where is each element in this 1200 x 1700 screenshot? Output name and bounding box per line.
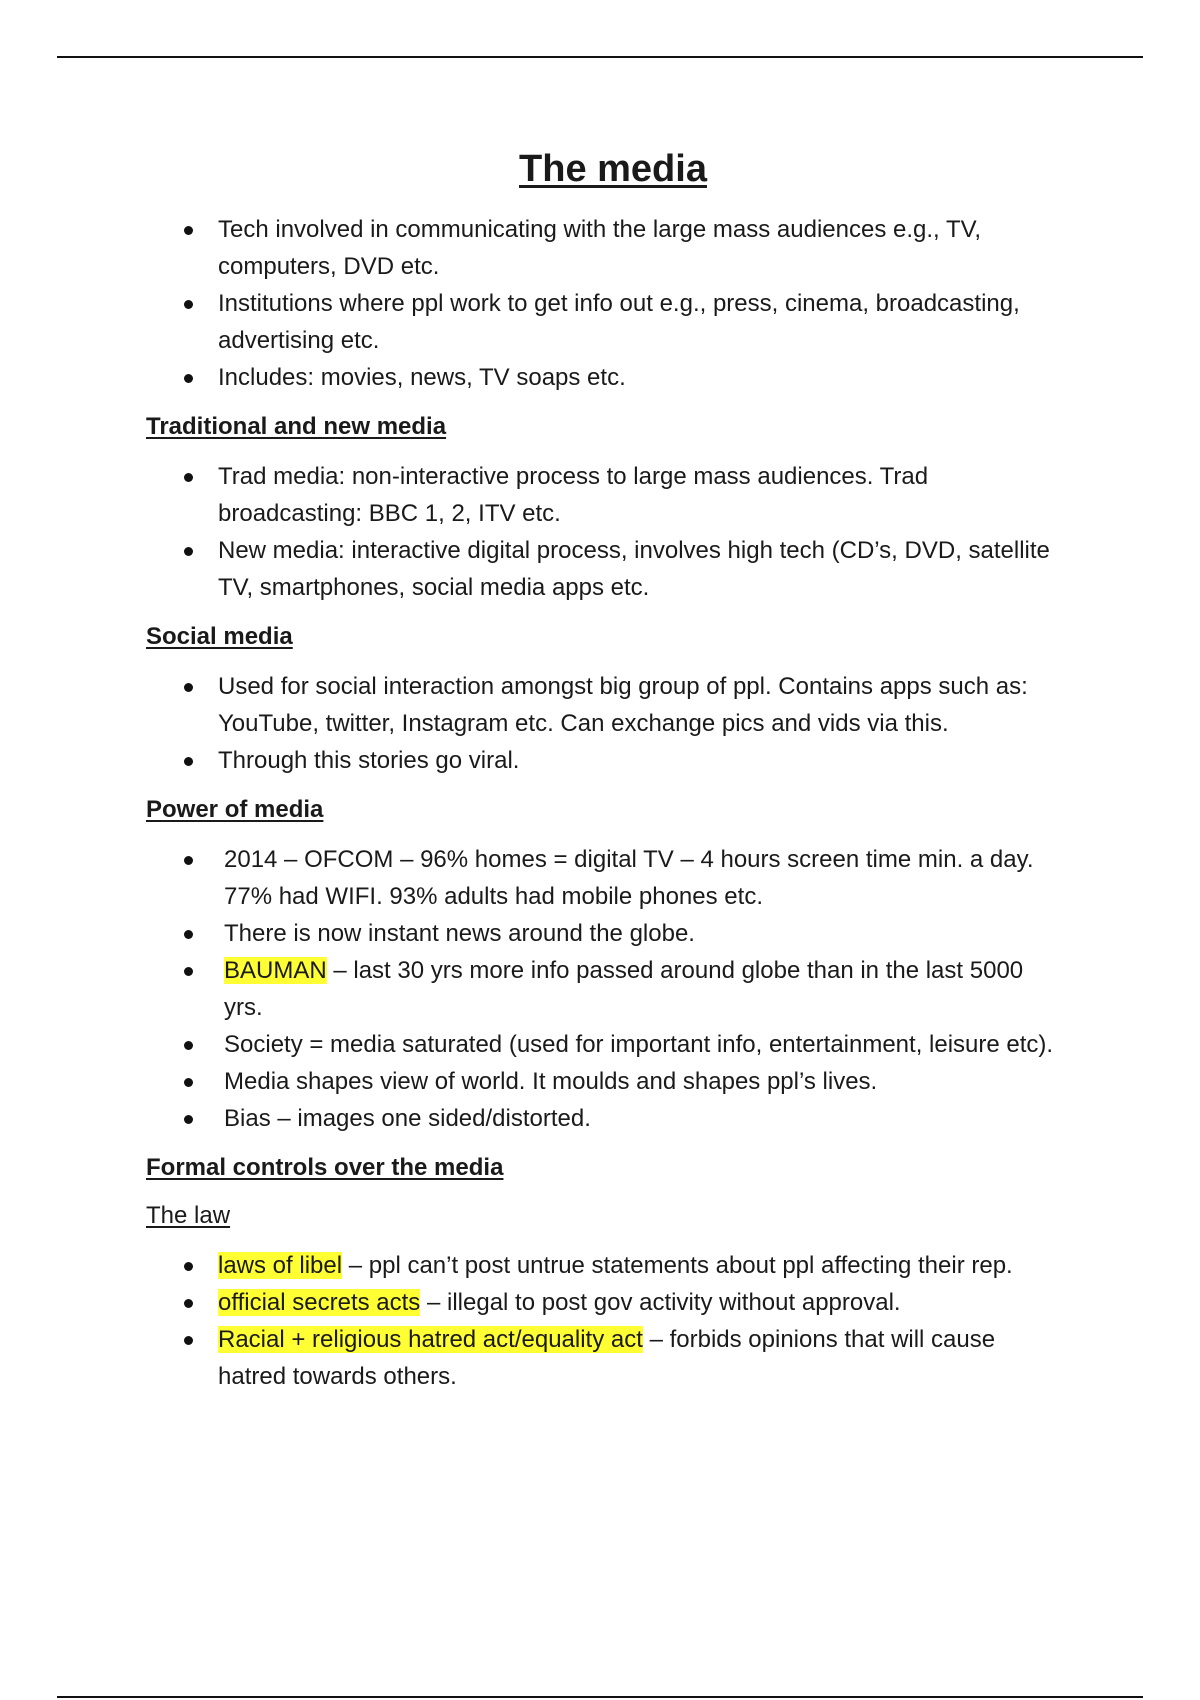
list-item: Media shapes view of world. It moulds and shapes ppl’s lives.: [146, 1063, 1066, 1100]
bullet-icon: [184, 1299, 193, 1308]
bottom-rule: [57, 1696, 1143, 1698]
list-item: official secrets acts – illegal to post gov activity without approval.: [146, 1284, 1066, 1321]
bullet-icon: [184, 757, 193, 766]
list-item: Racial + religious hatred act/equality act – forbids opinions that will cause hatred towards others.: [146, 1321, 1066, 1395]
social-list: [146, 668, 1066, 779]
section-heading-social: Social media: [146, 623, 293, 650]
bullet-icon: [184, 1078, 193, 1087]
bullet-icon: [184, 226, 193, 235]
bullet-icon: [184, 473, 193, 482]
list-item: Trad media: non-interactive process to large mass audiences. Trad broadcasting: BBC 1, 2, ITV etc.: [146, 458, 1066, 532]
list-item: Includes: movies, news, TV soaps etc.: [146, 359, 1066, 396]
list-item: Society = media saturated (used for important info, entertainment, leisure etc).: [146, 1026, 1066, 1063]
list-item: Institutions where ppl work to get info out e.g., press, cinema, broadcasting, advertising etc.: [146, 285, 1066, 359]
list-item: 2014 – OFCOM – 96% homes = digital TV – 4 hours screen time min. a day. 77% had WIFI. 93% adults had mobile phones etc.: [146, 841, 1066, 915]
bullet-icon: [184, 1115, 193, 1124]
bullet-icon: [184, 547, 193, 556]
law-list: [146, 1247, 1066, 1395]
bullet-icon: [184, 856, 193, 865]
section-heading-power: Power of media: [146, 796, 324, 823]
list-item: New media: interactive digital process, involves high tech (CD’s, DVD, satellite TV, smartphones, social media apps etc.: [146, 532, 1066, 606]
page-title: The media: [519, 148, 707, 190]
list-item: laws of libel – ppl can’t post untrue statements about ppl affecting their rep.: [146, 1247, 1066, 1284]
bullet-icon: [184, 300, 193, 309]
list-item: Tech involved in communicating with the large mass audiences e.g., TV, computers, DVD etc.: [146, 211, 1066, 285]
intro-list: [146, 211, 1066, 396]
list-item: BAUMAN – last 30 yrs more info passed around globe than in the last 5000 yrs.: [146, 952, 1066, 1026]
bullet-icon: [184, 374, 193, 383]
bullet-icon: [184, 930, 193, 939]
bullet-icon: [184, 1336, 193, 1345]
subheading-law: The law: [146, 1202, 231, 1229]
highlighted-term: Racial + religious hatred act/equality act: [218, 1326, 643, 1353]
bullet-icon: [184, 683, 193, 692]
highlighted-term: BAUMAN: [224, 957, 327, 984]
bullet-icon: [184, 967, 193, 976]
top-rule: [57, 56, 1143, 58]
list-item: Bias – images one sided/distorted.: [146, 1100, 1066, 1137]
list-item: Through this stories go viral.: [146, 742, 1066, 779]
list-item: There is now instant news around the globe.: [146, 915, 1066, 952]
bullet-icon: [184, 1262, 193, 1271]
section-heading-traditional: Traditional and new media: [146, 413, 447, 440]
power-list: [146, 841, 1066, 1137]
highlighted-term: laws of libel: [218, 1252, 343, 1279]
highlighted-term: official secrets acts: [218, 1289, 421, 1316]
list-item: Used for social interaction amongst big group of ppl. Contains apps such as: YouTube, twitter, Instagram etc. Can exchange pics and vids via this.: [146, 668, 1066, 742]
section-heading-controls: Formal controls over the media: [146, 1154, 504, 1181]
bullet-icon: [184, 1041, 193, 1050]
traditional-list: [146, 458, 1066, 606]
document-body: [146, 148, 1066, 1409]
